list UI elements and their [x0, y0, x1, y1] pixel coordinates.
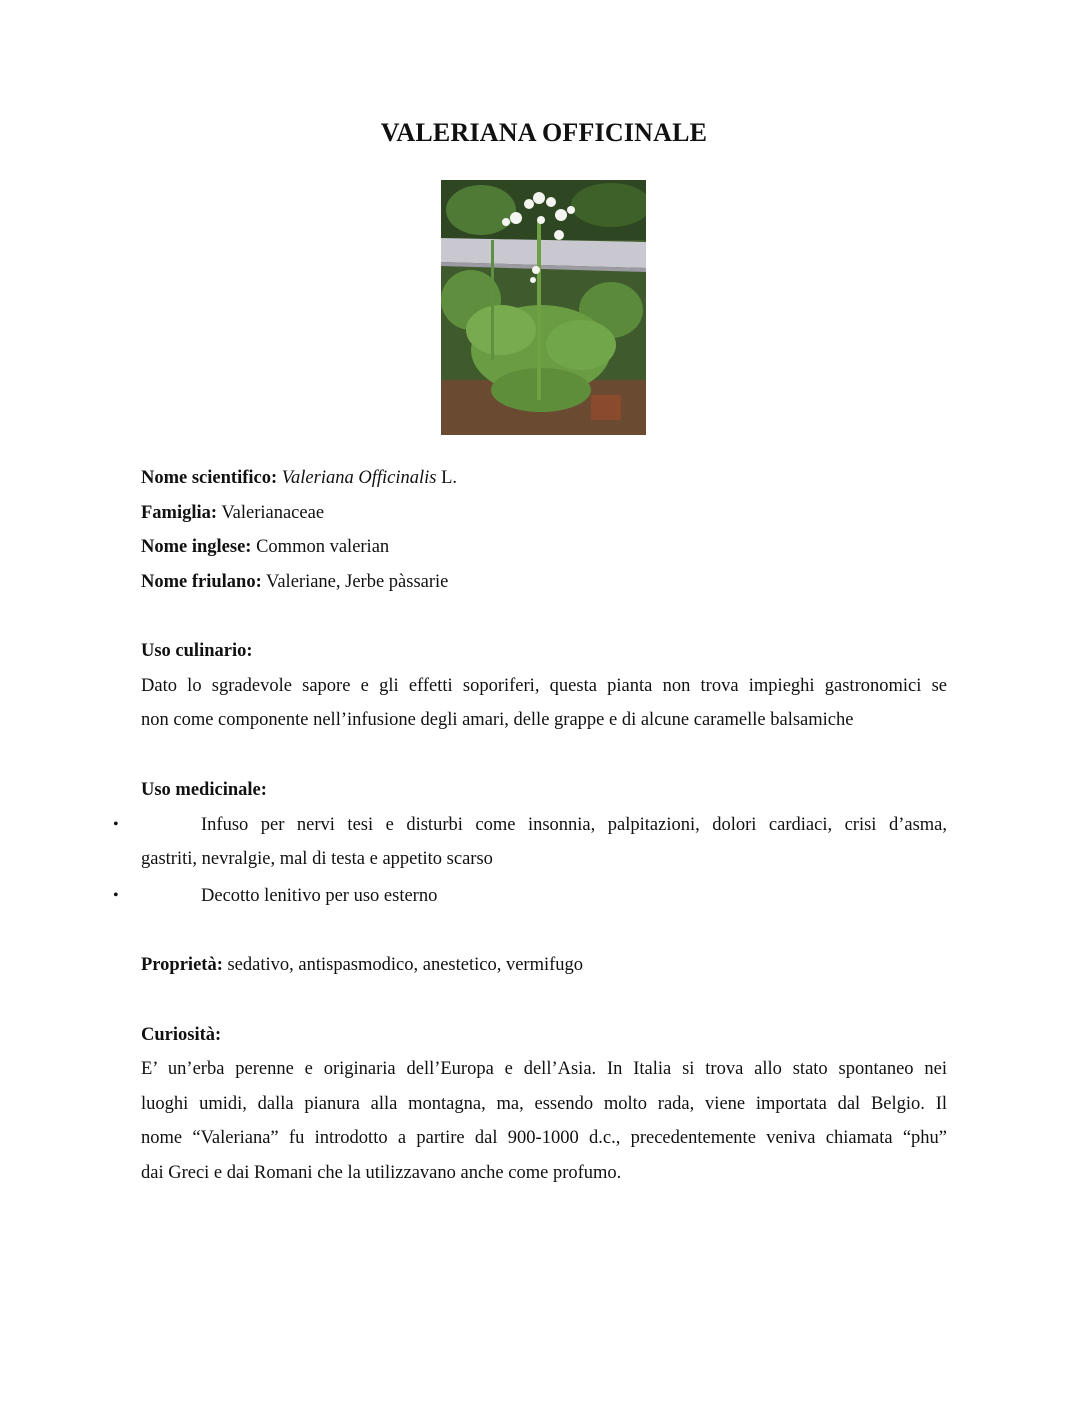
- culinary-line-2: non come componente nell’infusione degli amari, delle grappe e di alcune caramelle balsamiche: [141, 710, 854, 730]
- scientific-name: [141, 466, 457, 490]
- curiosity-line-2: luoghi umidi, dalla pianura alla montagna, ma, essendo molto rada, viene importata dal Belgio. Il: [141, 1094, 947, 1114]
- page-title: VALERIANA OFFICINALE: [380, 118, 708, 147]
- family-value: Valerianaceae: [217, 503, 325, 523]
- family-label: Famiglia:: [141, 503, 218, 523]
- curiosity-heading: Curiosità:: [141, 1025, 222, 1045]
- culinary-line-1: Dato lo sgradevole sapore e gli effetti soporiferi, questa pianta non trova impieghi gastronomici se: [141, 676, 947, 696]
- curiosity-line-1: E’ un’erba perenne e originaria dell’Europa e dell’Asia. In Italia si trova allo stato spontaneo nei: [141, 1059, 947, 1079]
- friulian-name-value: Valeriane, Jerbe pàssarie: [261, 572, 449, 592]
- bullet-2: •: [113, 887, 119, 904]
- curiosity-line-3: nome “Valeriana” fu introdotto a partire dal 900-1000 d.c., precedentemente veniva chiamata “phu”: [141, 1128, 947, 1148]
- medicinal-heading: Uso medicinale:: [141, 780, 267, 800]
- english-name-value: Common valerian: [251, 537, 390, 557]
- friulian-name-label: Nome friulano:: [141, 572, 262, 592]
- scientific-name-label: Nome scientifico:: [141, 468, 278, 488]
- properties: [141, 953, 583, 977]
- family: [141, 501, 324, 525]
- plant-photo: [441, 180, 646, 435]
- properties-label: Proprietà:: [141, 955, 223, 975]
- english-name: [141, 535, 389, 559]
- friulian-name: [141, 570, 448, 594]
- medicinal-item-1-line-1: Infuso per nervi tesi e disturbi come insonnia, palpitazioni, dolori cardiaci, crisi d’asma,: [201, 815, 947, 835]
- culinary-heading: Uso culinario:: [141, 641, 253, 661]
- english-name-label: Nome inglese:: [141, 537, 252, 557]
- scientific-name-suffix: L.: [436, 468, 458, 488]
- properties-value: sedativo, antispasmodico, anestetico, vermifugo: [222, 955, 584, 975]
- bullet-1: •: [113, 816, 119, 833]
- medicinal-item-1-line-2: gastriti, nevralgie, mal di testa e appetito scarso: [141, 849, 493, 869]
- medicinal-item-2: Decotto lenitivo per uso esterno: [201, 886, 438, 906]
- scientific-name-value: Valeriana Officinalis: [281, 468, 437, 488]
- curiosity-line-4: dai Greci e dai Romani che la utilizzavano anche come profumo.: [141, 1163, 622, 1183]
